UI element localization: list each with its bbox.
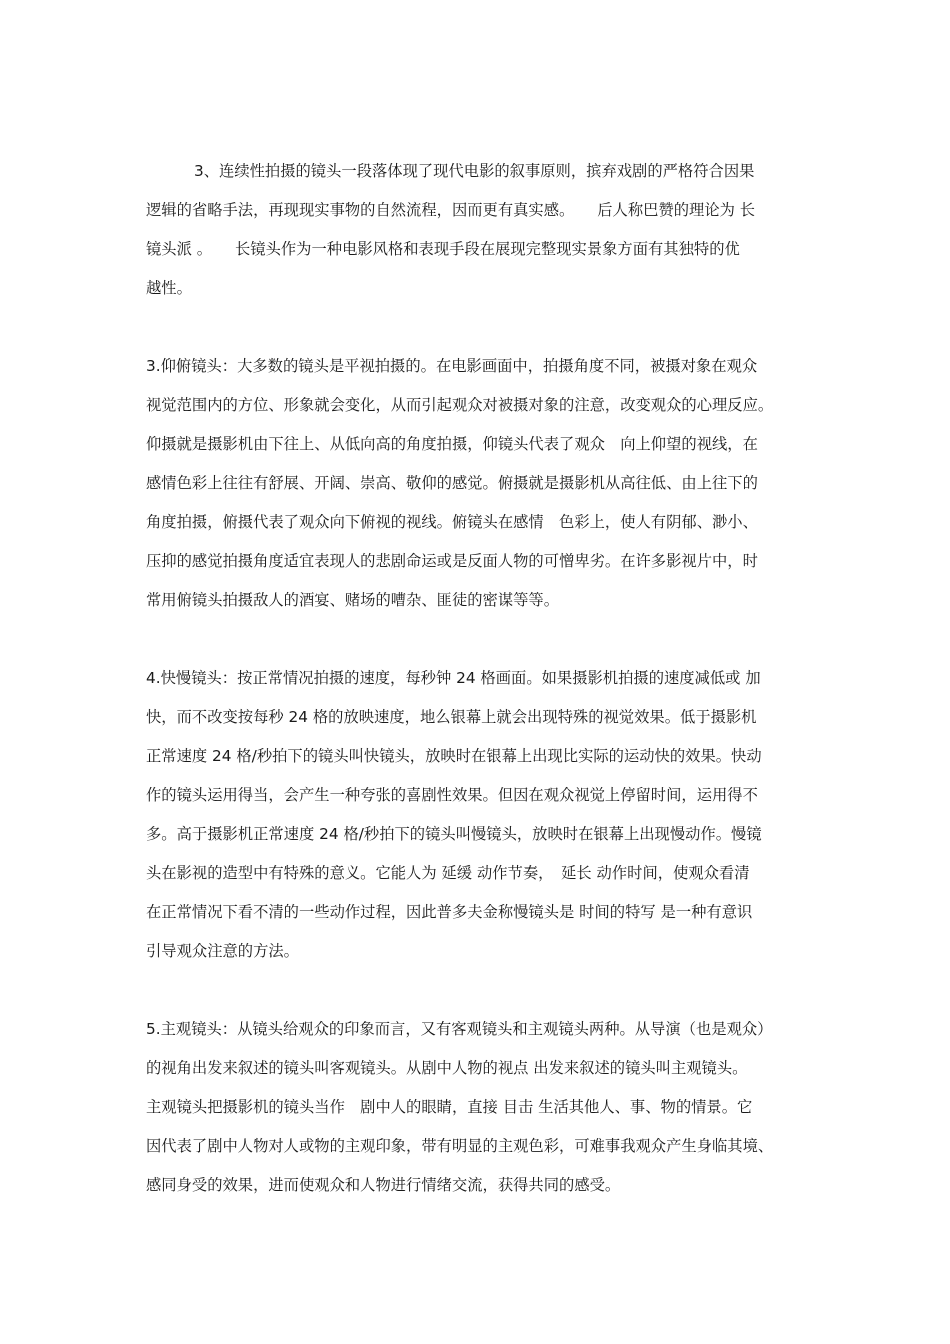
text-line: 仰摄就是摄影机由下往上、从低向高的角度拍摄，仰镜头代表了观众 向上仰望的视线，在 xyxy=(146,435,758,453)
paragraph-subjective-shot xyxy=(146,1010,810,1205)
paragraph-high-low-angle xyxy=(146,347,810,620)
text-line: 5.主观镜头：从镜头给观众的印象而言，又有客观镜头和主观镜头两种。从导演（也是观众） xyxy=(146,1020,773,1038)
text-line: 快，而不改变按每秒 24 格的放映速度，地么银幕上就会出现特殊的视觉效果。低于摄影机 xyxy=(146,708,757,726)
text-line: 感同身受的效果，进而使观众和人物进行情绪交流，获得共同的感受。 xyxy=(146,1176,621,1194)
paragraph-fast-slow-motion xyxy=(146,659,810,971)
text-line: 压抑的感觉拍摄角度适宜表现人的悲剧命运或是反面人物的可憎卑劣。在许多影视片中，时 xyxy=(146,552,758,570)
text-line: 3.仰俯镜头：大多数的镜头是平视拍摄的。在电影画面中，拍摄角度不同，被摄对象在观众 xyxy=(146,357,758,375)
text-line: 感情色彩上往往有舒展、开阔、崇高、敬仰的感觉。俯摄就是摄影机从高往低、由上往下的 xyxy=(146,474,758,492)
paragraph-spacer xyxy=(146,620,810,659)
text-line: 引导观众注意的方法。 xyxy=(146,942,299,960)
text-line: 的视角出发来叙述的镜头叫客观镜头。从剧中人物的视点 出发来叙述的镜头叫主观镜头。 xyxy=(146,1059,748,1077)
text-line: 角度拍摄，俯摄代表了观众向下俯视的视线。俯镜头在感情 色彩上，使人有阴郁、渺小、 xyxy=(146,513,758,531)
text-line: 常用俯镜头拍摄敌人的酒宴、赌场的嘈杂、匪徒的密谋等等。 xyxy=(146,591,560,609)
text-line: 作的镜头运用得当，会产生一种夸张的喜剧性效果。但因在观众视觉上停留时间，运用得不 xyxy=(146,786,758,804)
paragraph-spacer xyxy=(146,308,810,347)
text-line: 多。高于摄影机正常速度 24 格/秒拍下的镜头叫慢镜头，放映时在银幕上出现慢动作。慢镜 xyxy=(146,825,762,843)
text-line: 视觉范围内的方位、形象就会变化，从而引起观众对被摄对象的注意，改变观众的心理反应。 xyxy=(146,396,774,414)
text-line: 逻辑的省略手法，再现现实事物的自然流程，因而更有真实感。 后人称巴赞的理论为 长 xyxy=(146,201,756,219)
text-line: 4.快慢镜头：按正常情况拍摄的速度，每秒钟 24 格画面。如果摄影机拍摄的速度减低或 加 xyxy=(146,669,761,687)
paragraph-spacer xyxy=(146,971,810,1010)
text-line: 3、连续性拍摄的镜头一段落体现了现代电影的叙事原则，摈弃戏剧的严格符合因果 xyxy=(194,162,755,180)
text-line: 头在影视的造型中有特殊的意义。它能人为 延缓 动作节奏， 延长 动作时间，使观众看清 xyxy=(146,864,750,882)
text-line: 主观镜头把摄影机的镜头当作 剧中人的眼睛，直接 目击 生活其他人、事、物的情景。它 xyxy=(146,1098,753,1116)
text-line: 在正常情况下看不清的一些动作过程，因此普多夫金称慢镜头是 时间的特写 是一种有意识 xyxy=(146,903,753,921)
paragraph-long-take xyxy=(146,152,810,308)
text-line: 因代表了剧中人物对人或物的主观印象，带有明显的主观色彩，可难事我观众产生身临其境、 xyxy=(146,1137,774,1155)
text-line: 正常速度 24 格/秒拍下的镜头叫快镜头，放映时在银幕上出现比实际的运动快的效果。快动 xyxy=(146,747,762,765)
document-body xyxy=(146,152,810,1205)
text-line: 越性。 xyxy=(146,279,192,297)
text-line: 镜头派 。 长镜头作为一种电影风格和表现手段在展现完整现实景象方面有其独特的优 xyxy=(146,240,740,258)
